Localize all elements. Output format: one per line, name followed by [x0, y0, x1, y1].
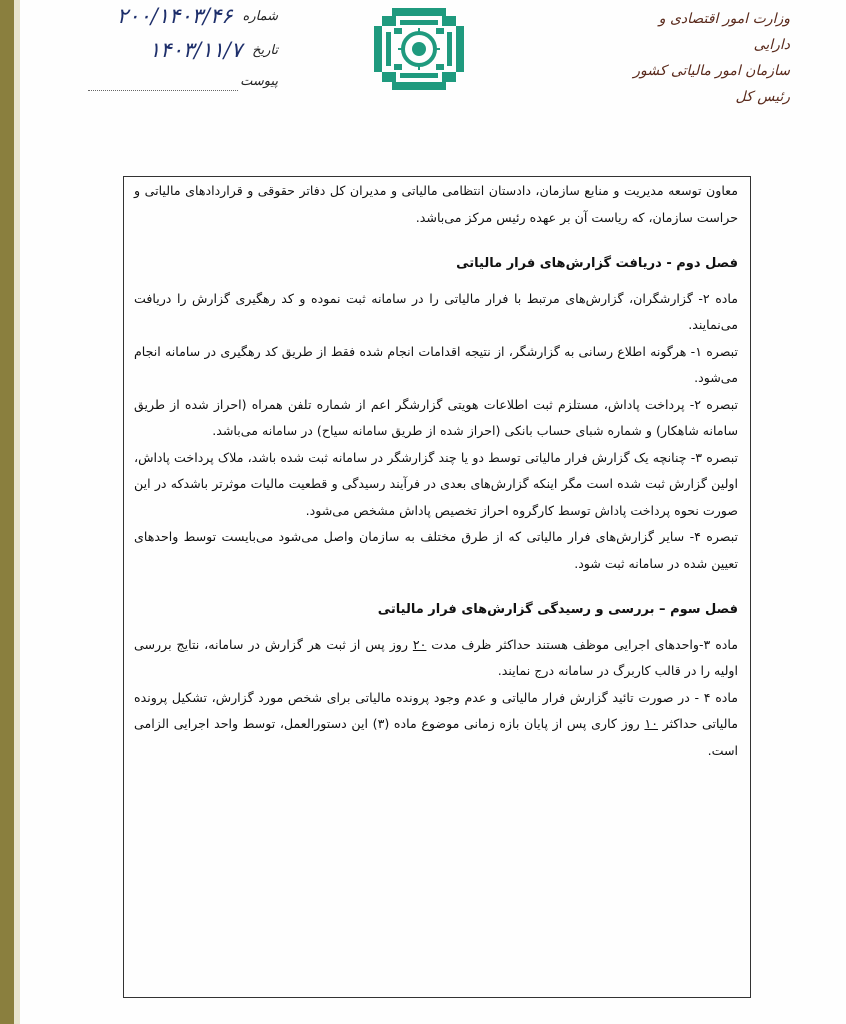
number-label: شماره — [242, 8, 278, 24]
chapter-3-title: فصل سوم – بررسی و رسیدگی گزارش‌های فرار مالیاتی — [377, 602, 738, 617]
note-1: تبصره ۱- هرگونه اطلاع رسانی به گزارشگر، از نتیجه اقدامات انجام شده فقط از طریق کد رهگیری در سامانه انجام می‌شود. — [134, 343, 738, 385]
article-3 — [134, 632, 738, 685]
note-3: تبصره ۳- چنانچه یک گزارش فرار مالیاتی توسط دو یا چند گزارشگر در سامانه ثبت شده باشد، ملاک پرداخت پاداش، اولین گزارش ثبت شده است مگر اینکه گزارش‌های بعدی در فرآیند رسیدگی و قطعیت مالیات موثرتر باشدکه در این صورت نحوه پرداخت پاداش توسط کارگروه احراز تخصیص پاداش مشخص می‌شود. — [134, 449, 738, 518]
letter-meta — [68, 0, 278, 100]
note-2: تبصره ۲- پرداخت پاداش، مستلزم ثبت اطلاعات هویتی گزارشگر اعم از شماره تلفن همراه (احراز شده از طریق سامانه شاهکار) و شماره شبای حساب بانکی (احراز شده از طریق سامانه سیاح) در سامانه می‌باشد. — [134, 396, 738, 438]
article-4-start: ماده ۴ - در صورت تائید گزارش فرار مالیاتی و عدم وجود پرونده مالیاتی برای شخص مورد گزارش، تشکیل پرونده مالیاتی حداکثر — [134, 689, 739, 731]
note-4: تبصره ۴- سایر گزارش‌های فرار مالیاتی که از طرق مختلف به سازمان واصل می‌شود می‌بایست توسط واحدهای تعیین شده در سامانه ثبت شود. — [134, 529, 739, 571]
ministry-name: وزارت امور اقتصادی و دارایی — [658, 11, 790, 53]
article-4-days: ۱۰ — [644, 716, 658, 731]
chapter-2-title: فصل دوم - دریافت گزارش‌های فرار مالیاتی — [456, 256, 738, 271]
organization-header — [620, 6, 790, 106]
attachment-label: پیوست — [240, 74, 278, 89]
letter-body — [134, 178, 738, 764]
date-label: تاریخ — [252, 42, 278, 58]
number-value: ۲۰۰/۱۴۰۳/۴۶ — [116, 4, 233, 28]
date-row — [149, 38, 278, 62]
article-3-days: ۲۰ — [412, 636, 427, 652]
head-title: رئیس کل — [735, 89, 790, 105]
attachment-dotted-line — [88, 90, 238, 91]
article-3-end: روز پس از ثبت هر گزارش در سامانه، نتایج بررسی اولیه را در قالب کاربرگ در سامانه درج نمایند. — [134, 636, 738, 678]
article-3-start: ماده ۳-واحدهای اجرایی موظف هستند حداکثر ظرف مدت — [431, 636, 738, 652]
number-row — [117, 4, 278, 28]
article-2: ماده ۲- گزارشگران، گزارش‌های مرتبط با فرار مالیاتی را در سامانه ثبت نموده و کد رهگیری گزارش را دریافت می‌نمایند. — [134, 290, 738, 332]
tax-organization-logo-icon — [372, 6, 466, 92]
binder-edge — [0, 0, 14, 1024]
date-value: ۱۴۰۳/۱۱/۷ — [149, 38, 243, 62]
organization-name: سازمان امور مالیاتی کشور — [633, 63, 790, 79]
article-4-end: روز کاری پس از پایان بازه زمانی موضوع ماده (۳) این دستورالعمل، توسط واحد اجرایی الزامی است. — [134, 716, 738, 758]
attachment-row — [240, 74, 278, 89]
intro-paragraph: معاون توسعه مدیریت و منابع سازمان، دادستان انتظامی مالیاتی و مدیران کل دفاتر حقوقی و قراردادهای مالیاتی و حراست سازمان، که ریاست آن بر عهده رئیس مرکز می‌باشد. — [134, 183, 738, 225]
article-4 — [134, 685, 738, 765]
